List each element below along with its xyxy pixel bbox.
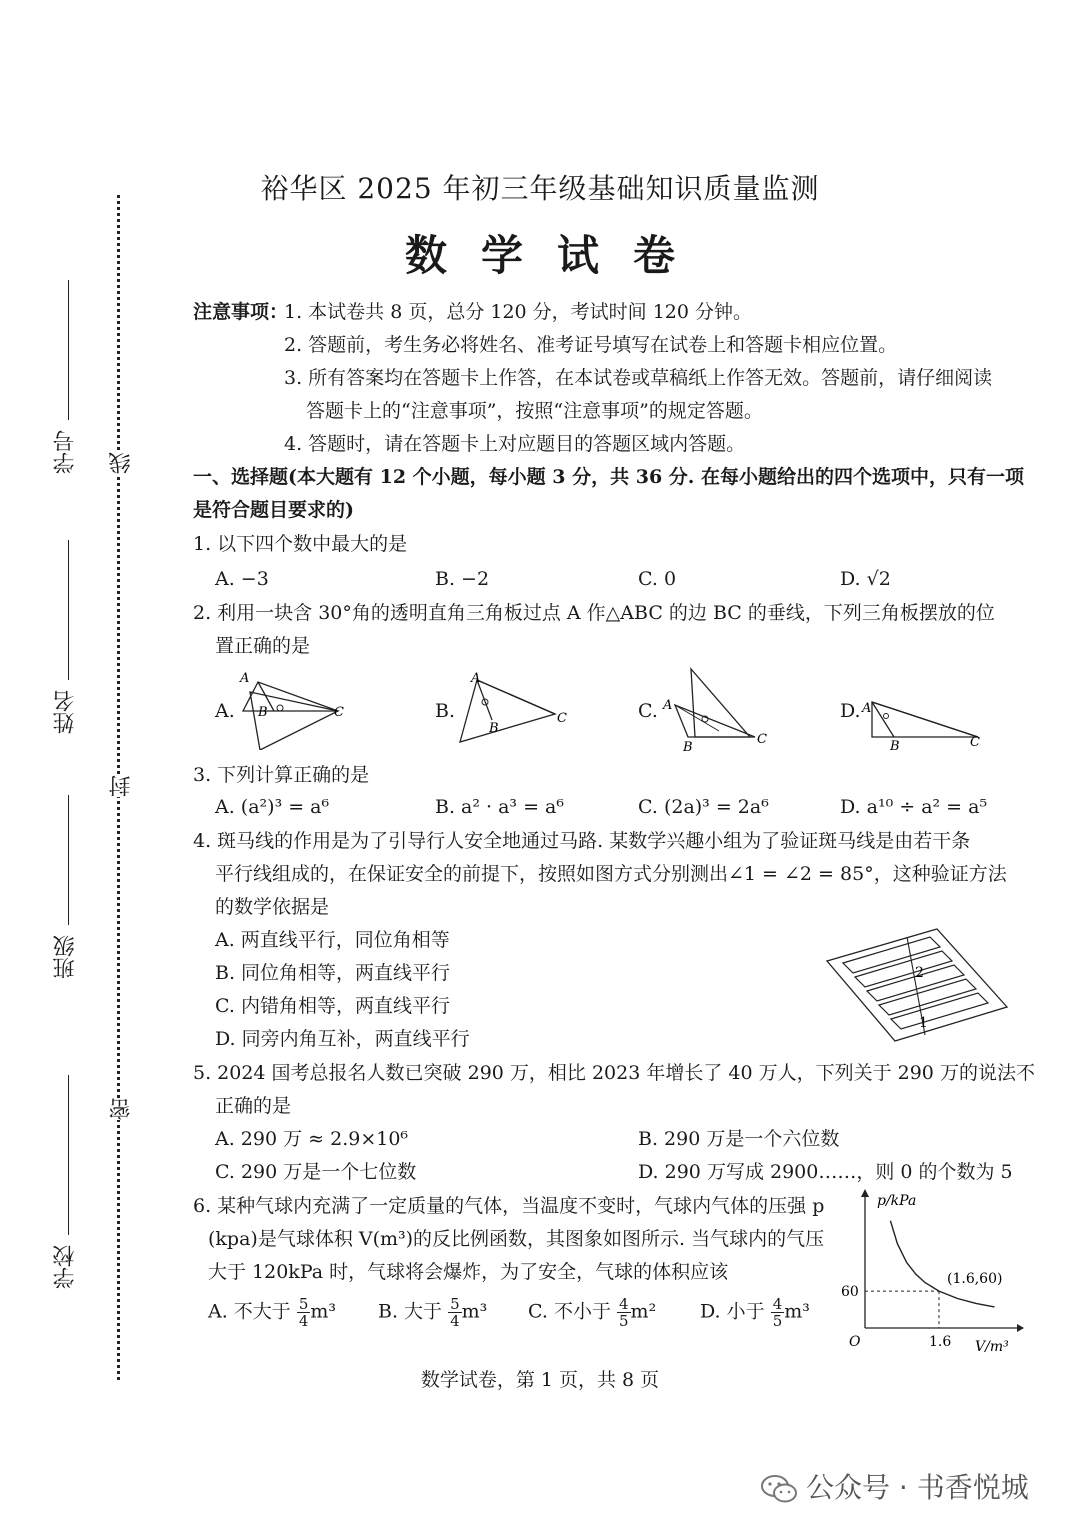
q1-option-c[interactable]: C. 0 [638,568,677,590]
student-id-blank[interactable] [68,280,69,420]
q1-stem: 1. 以下四个数中最大的是 [193,533,408,555]
q6-option-b[interactable] [378,1296,487,1329]
q6-option-c-den: 5 [619,1312,629,1330]
q4-stem-cont-2: 的数学依据是 [215,896,330,918]
watermark [760,1466,1029,1506]
notice-item-3-cont: 答题卡上的“注意事项”，按照“注意事项”的规定答题。 [306,400,763,422]
q6-option-a[interactable] [208,1296,336,1329]
q2d-label-c: C [970,735,980,750]
q2-option-a-label[interactable]: A. [215,700,235,722]
q2-figure-a [238,668,358,750]
q2c-label-b: B [683,740,693,755]
q4-option-b[interactable]: B. 同位角相等，两直线平行 [215,962,451,984]
q6-option-d-den: 5 [772,1312,783,1330]
q6-option-a-num: 5 [298,1295,309,1313]
q2-option-b-label[interactable]: B. [435,700,456,722]
notice-item-3: 3. 所有答案均在答题卡上作答，在本试卷或草稿纸上作答无效。答题前，请仔细阅读 [284,367,993,389]
q4-option-d[interactable]: D. 同旁内角互补，两直线平行 [215,1028,470,1050]
q3-option-c[interactable]: C. (2a)³ = 2a⁶ [638,796,769,818]
q4-option-c[interactable]: C. 内错角相等，两直线平行 [215,995,450,1017]
q2-stem-cont: 置正确的是 [215,635,311,657]
q3-option-a[interactable]: A. (a²)³ = a⁶ [215,796,330,818]
q6-point-label: (1.6,60) [947,1271,1003,1288]
seal-word-seal: 封 [106,775,137,797]
q2a-hole [277,705,283,711]
q6-pressure-volume-graph [835,1185,1025,1355]
q2b-label-b: B [489,721,499,736]
page-footer: 数学试卷，第 1 页，共 8 页 [420,1369,660,1391]
q6-stem-cont-2: 大于 120kPa 时，气球将会爆炸，为了安全，气球的体积应该 [208,1261,729,1283]
notice-item-4: 4. 答题时，请在答题卡上对应题目的答题区域内答题。 [284,433,746,455]
q2b-label-a: A [471,671,481,686]
q2c-set-square [691,669,750,737]
q6-option-a-unit: m³ [310,1300,337,1323]
q6-stem-cont-1: (kpa)是气球体积 V(m³)的反比例函数，其图象如图所示. 当气球内的气压 [208,1228,825,1250]
q2-figure-c [655,665,775,755]
section1-heading: 一、选择题(本大题有 12 个小题，每小题 3 分，共 36 分. 在每小题给出的四个选项中，只有一项 [193,466,1025,488]
q1-option-b[interactable]: B. −2 [435,568,490,590]
q5-option-c[interactable]: C. 290 万是一个七位数 [215,1161,417,1183]
q2-figure-b [455,668,575,750]
q5-option-b[interactable]: B. 290 万是一个六位数 [638,1128,840,1150]
q2c-triangle-abc [675,705,755,737]
q6-option-c[interactable] [528,1296,656,1329]
q2-figure-d [860,690,985,750]
q6-stem: 6. 某种气球内充满了一定质量的气体，当温度不变时，气球内气体的压强 p [193,1195,825,1217]
q2a-set-square [250,692,338,750]
q4-option-a[interactable]: A. 两直线平行，同位角相等 [215,929,450,951]
q6-option-d-num: 4 [772,1295,783,1313]
q1-option-a[interactable]: A. −3 [215,568,269,590]
q6-x-tick: 1.6 [929,1334,952,1350]
q6-option-c-fraction [617,1296,631,1329]
q4-stem: 4. 斑马线的作用是为了引导行人安全地通过马路. 某数学兴趣小组为了验证斑马线是由若干条 [193,830,971,852]
name-blank[interactable] [68,540,69,680]
watermark-text: 公众号 · 书香悦城 [806,1471,1029,1504]
seal-word-line: 线 [106,452,137,474]
q6-option-b-prefix: B. 大于 [378,1300,443,1323]
q5-stem-cont: 正确的是 [215,1095,292,1117]
seal-word-secret: 密 [106,1098,137,1120]
notice-item-1: 1. 本试卷共 8 页，总分 120 分，考试时间 120 分钟。 [284,301,753,323]
binding-label-student-id: 学号 [53,430,78,474]
q6-x-axis-arrow [1017,1324,1024,1332]
q6-y-label: p/kPa [877,1193,917,1209]
q6-option-a-den: 4 [298,1312,309,1330]
q2a-label-b: B [258,705,268,720]
q6-option-a-prefix: A. 不大于 [208,1300,291,1323]
binding-label-name: 姓名 [53,690,78,734]
q6-option-d-prefix: D. 小于 [700,1300,765,1323]
q2d-hole [884,714,889,719]
q2d-label-a: A [862,701,872,716]
q6-option-b-unit: m³ [461,1300,488,1323]
q2b-set-square [460,680,555,742]
q4-angle-2: 2 [915,965,924,981]
wechat-icon [760,1474,798,1504]
q4-zebra-figure [825,925,1010,1045]
q3-option-b[interactable]: B. a² · a³ = a⁶ [435,796,564,818]
q6-y-axis-arrow [861,1189,869,1197]
q6-option-d-unit: m³ [784,1300,810,1323]
q4-stem-cont-1: 平行线组成的，在保证安全的前提下，按照如图方式分别测出∠1 = ∠2 = 85°，这种验证方法 [215,863,1007,885]
q6-option-d-fraction [771,1296,785,1329]
q6-option-c-num: 4 [619,1295,629,1313]
q2c-label-a: A [663,698,673,713]
q2-option-c-label[interactable]: C. [638,700,658,722]
school-blank[interactable] [68,1075,69,1235]
q2-option-d-label[interactable]: D. [840,700,861,722]
class-blank[interactable] [68,795,69,925]
q1-option-d[interactable]: D. √2 [840,568,891,590]
q6-y-tick: 60 [841,1284,859,1301]
exam-title: 裕华区 2025 年初三年级基础知识质量监测 [260,172,820,205]
q4-angle-1: 1 [919,1015,928,1031]
q2c-label-c: C [757,732,767,747]
binding-label-class: 班级 [53,935,78,979]
q6-option-a-fraction [297,1296,311,1329]
q6-option-b-fraction [448,1296,462,1329]
q3-option-d[interactable]: D. a¹⁰ ÷ a² = a⁵ [840,796,988,818]
q6-option-c-unit: m² [630,1300,657,1323]
q2d-label-b: B [890,739,900,750]
q2a-label-a: A [240,671,250,686]
q3-stem: 3. 下列计算正确的是 [193,764,370,786]
notice-item-2: 2. 答题前，考生务必将姓名、准考证号填写在试卷上和答题卡相应位置。 [284,334,898,356]
q2-stem: 2. 利用一块含 30°角的透明直角三角板过点 A 作△ABC 的边 BC 的垂线，下列三角板摆放的位 [193,602,995,624]
binding-label-school: 学校 [53,1245,78,1289]
q6-option-c-prefix: C. 不小于 [528,1300,611,1323]
section1-heading-cont: 是符合题目要求的) [193,499,354,521]
q6-option-b-num: 5 [450,1295,460,1313]
q5-option-d[interactable]: D. 290 万写成 2900……，则 0 的个数为 5 [638,1161,1013,1183]
q5-stem: 5. 2024 国考总报名人数已突破 290 万，相比 2023 年增长了 40 万人，下列关于 290 万的说法不 [193,1062,1035,1084]
q6-option-d[interactable] [700,1296,810,1329]
q6-option-b-den: 4 [450,1312,460,1330]
q2b-label-c: C [557,711,567,726]
q5-option-a[interactable]: A. 290 万 ≈ 2.9×10⁶ [215,1128,409,1150]
notice-label: 注意事项： [193,301,289,323]
q2a-label-c: C [334,705,344,720]
q6-inverse-curve [890,1221,994,1307]
q6-origin-label: O [849,1334,861,1350]
q6-x-label: V/m³ [975,1339,1009,1355]
subject-title: 数学试卷 [404,231,709,280]
